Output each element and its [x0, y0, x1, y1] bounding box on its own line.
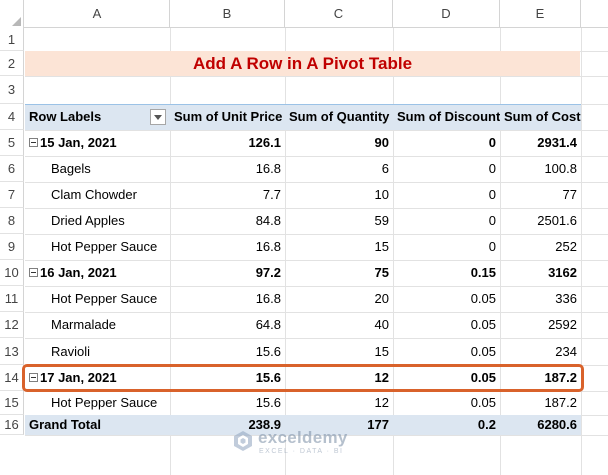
- row-header-13[interactable]: 13: [0, 338, 24, 365]
- pivot-value-cell[interactable]: 59: [374, 213, 389, 228]
- row-header-6[interactable]: 6: [0, 156, 24, 182]
- row-label-text: 15 Jan, 2021: [40, 135, 117, 150]
- watermark-tagline: EXCEL · DATA · BI: [259, 448, 344, 455]
- pivot-value-cell[interactable]: 100.8: [544, 161, 577, 176]
- row-label-text: 16 Jan, 2021: [40, 265, 117, 280]
- column-header-b[interactable]: B: [170, 0, 285, 28]
- pivot-value-cell[interactable]: 0: [488, 161, 496, 176]
- pivot-value-cell[interactable]: 0: [488, 239, 496, 254]
- pivot-column-header[interactable]: [285, 104, 393, 130]
- pivot-value-cell[interactable]: 16.8: [255, 161, 281, 176]
- pivot-value-cell[interactable]: 177: [285, 415, 393, 435]
- highlight-box: [22, 364, 584, 392]
- sheet-title[interactable]: Add A Row in A Pivot Table: [192, 54, 413, 73]
- pivot-value-cell[interactable]: 0.05: [470, 291, 496, 306]
- row-header-11[interactable]: 11: [0, 286, 24, 312]
- pivot-value-cell[interactable]: 0.05: [470, 344, 496, 359]
- column-header-e[interactable]: E: [500, 0, 581, 28]
- pivot-value-cell[interactable]: 77: [562, 187, 577, 202]
- pivot-value-cell[interactable]: 15: [374, 344, 389, 359]
- row-label-text: Hot Pepper Sauce: [51, 239, 158, 254]
- pivot-item-label[interactable]: [25, 286, 170, 312]
- row-header-15[interactable]: 15: [0, 391, 24, 415]
- filter-dropdown-icon[interactable]: [150, 109, 166, 125]
- pivot-value-cell[interactable]: 10: [374, 187, 389, 202]
- collapse-icon[interactable]: [29, 138, 38, 147]
- select-all-corner[interactable]: [0, 0, 24, 28]
- pivot-value-cell[interactable]: 2501.6: [537, 213, 577, 228]
- pivot-value-cell[interactable]: 187.2: [544, 370, 577, 385]
- column-header-a[interactable]: A: [25, 0, 170, 28]
- pivot-value-cell[interactable]: 2931.4: [537, 135, 577, 150]
- row-label-text: Marmalade: [51, 317, 117, 332]
- pivot-value-cell[interactable]: 15.6: [255, 395, 281, 410]
- pivot-value-cell[interactable]: 6280.6: [500, 415, 581, 435]
- pivot-header-label: Sum of Quantity: [289, 109, 390, 124]
- row-header-1[interactable]: 1: [0, 28, 24, 51]
- pivot-value-cell[interactable]: 238.9: [170, 415, 285, 435]
- pivot-header-label: Row Labels: [29, 109, 102, 124]
- pivot-value-cell[interactable]: 84.8: [255, 213, 281, 228]
- watermark-name: exceldemy: [258, 428, 348, 447]
- pivot-value-cell[interactable]: 97.2: [255, 265, 281, 280]
- row-header-2[interactable]: 2: [0, 51, 24, 76]
- pivot-column-header[interactable]: [393, 104, 500, 130]
- pivot-item-label[interactable]: [25, 391, 170, 415]
- pivot-item-label[interactable]: [25, 156, 170, 182]
- pivot-value-cell[interactable]: 40: [374, 317, 389, 332]
- row-header-8[interactable]: 8: [0, 208, 24, 234]
- pivot-column-header[interactable]: [170, 104, 285, 130]
- pivot-value-cell[interactable]: 234: [555, 344, 577, 359]
- row-label-text: Dried Apples: [51, 213, 125, 228]
- grand-total-label[interactable]: [25, 415, 170, 435]
- pivot-item-label[interactable]: [25, 338, 170, 365]
- row-header-5[interactable]: 5: [0, 130, 24, 156]
- row-label-text: 17 Jan, 2021: [40, 370, 117, 385]
- row-label-text: Bagels: [51, 161, 91, 176]
- column-header-strip: [0, 0, 608, 28]
- pivot-row-labels-header[interactable]: [25, 104, 170, 130]
- pivot-item-label[interactable]: [25, 182, 170, 208]
- pivot-date-label[interactable]: [25, 260, 170, 286]
- pivot-value-cell[interactable]: 3162: [548, 265, 577, 280]
- pivot-value-cell[interactable]: 0.05: [470, 370, 496, 385]
- pivot-value-cell[interactable]: 15: [374, 239, 389, 254]
- pivot-value-cell[interactable]: 0.05: [470, 317, 496, 332]
- pivot-value-cell[interactable]: 15.6: [255, 370, 281, 385]
- row-header-4[interactable]: 4: [0, 104, 24, 130]
- gridline: [25, 76, 608, 77]
- row-header-7[interactable]: 7: [0, 182, 24, 208]
- row-label-text: Ravioli: [51, 344, 91, 359]
- pivot-value-cell[interactable]: 12: [374, 395, 389, 410]
- pivot-value-cell[interactable]: 126.1: [248, 135, 281, 150]
- pivot-value-cell[interactable]: 7.7: [262, 187, 281, 202]
- gridline: [581, 28, 582, 475]
- exceldemy-logo-icon: [232, 430, 254, 452]
- pivot-value-cell[interactable]: 90: [374, 135, 389, 150]
- pivot-value-cell[interactable]: 2592: [548, 317, 577, 332]
- pivot-value-cell[interactable]: 0: [488, 213, 496, 228]
- pivot-value-cell[interactable]: 0: [488, 135, 496, 150]
- row-label-text: Grand Total: [29, 417, 101, 432]
- pivot-value-cell[interactable]: 0.15: [470, 265, 496, 280]
- pivot-value-cell[interactable]: 0: [488, 187, 496, 202]
- pivot-value-cell[interactable]: 252: [555, 239, 577, 254]
- pivot-value-cell[interactable]: 20: [374, 291, 389, 306]
- row-header-10[interactable]: 10: [0, 260, 24, 286]
- pivot-value-cell[interactable]: 0.2: [393, 415, 500, 435]
- column-header-d[interactable]: D: [393, 0, 500, 28]
- pivot-value-cell[interactable]: 75: [374, 265, 389, 280]
- pivot-item-label[interactable]: [25, 234, 170, 260]
- pivot-header-label: Sum of Cost: [504, 109, 581, 124]
- row-header-3[interactable]: 3: [0, 76, 24, 104]
- pivot-top-border: [25, 104, 581, 105]
- row-label-text: Hot Pepper Sauce: [51, 291, 158, 306]
- pivot-date-label[interactable]: [25, 130, 170, 156]
- pivot-item-label[interactable]: [25, 208, 170, 234]
- column-header-c[interactable]: C: [285, 0, 393, 28]
- pivot-value-cell[interactable]: 15.6: [255, 344, 281, 359]
- pivot-column-header[interactable]: [500, 104, 581, 130]
- pivot-value-cell[interactable]: 336: [555, 291, 577, 306]
- pivot-header-label: Sum of Discount: [397, 109, 500, 124]
- row-header-12[interactable]: 12: [0, 312, 24, 338]
- pivot-value-cell[interactable]: 64.8: [255, 317, 281, 332]
- pivot-value-cell[interactable]: 12: [374, 370, 389, 385]
- pivot-item-label[interactable]: [25, 312, 170, 338]
- row-label-text: Hot Pepper Sauce: [51, 395, 158, 410]
- pivot-value-cell[interactable]: 6: [381, 161, 389, 176]
- row-header-14[interactable]: 14: [0, 365, 24, 391]
- pivot-value-cell[interactable]: 16.8: [255, 291, 281, 306]
- row-header-16[interactable]: 16: [0, 415, 24, 435]
- pivot-value-cell[interactable]: 0.05: [470, 395, 496, 410]
- row-header-9[interactable]: 9: [0, 234, 24, 260]
- collapse-icon[interactable]: [29, 268, 38, 277]
- pivot-value-cell[interactable]: 187.2: [544, 395, 577, 410]
- pivot-value-cell[interactable]: 16.8: [255, 239, 281, 254]
- pivot-header-label: Sum of Unit Price: [174, 109, 283, 124]
- row-label-text: Clam Chowder: [51, 187, 137, 202]
